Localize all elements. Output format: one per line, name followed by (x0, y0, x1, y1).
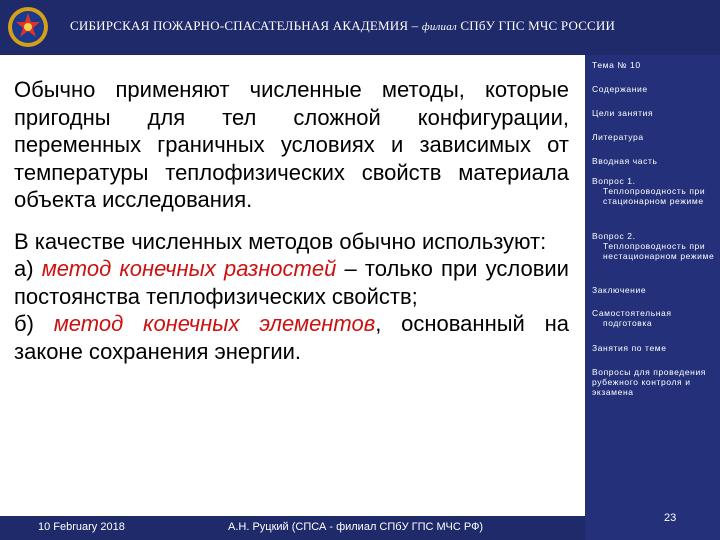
list-item-b: б) метод конечных элементов, основанный на законе сохранения энергии. (14, 311, 569, 364)
footer-author: А.Н. Руцкий (СПСА - филиал СПбУ ГПС МЧС РФ) (228, 521, 484, 533)
footer-date: 10 February 2018 (38, 521, 125, 533)
nav-item-question-2[interactable]: Вопрос 2. Теплопроводность при нестационарном режиме (592, 231, 715, 261)
nav-item-topic[interactable]: Тема № 10 (592, 60, 641, 70)
nav-item-topic-classes[interactable]: Занятия по теме (592, 343, 667, 353)
finite-element-term: метод конечных элементов (53, 311, 376, 336)
list-intro: В качестве численных методов обычно используют: (14, 228, 547, 254)
academy-emblem-icon (6, 4, 50, 50)
paragraph-numerical-methods: Обычно применяют численные методы, которые пригодны для тел сложной конфигурации, переменных граничных условиях и зависимых от температуры теплофизических свойств материала объекта исследования. (14, 77, 569, 212)
nav-item-contents[interactable]: Содержание (592, 84, 648, 94)
sidebar-nav (585, 55, 720, 540)
page-number: 23 (664, 512, 677, 524)
nav-item-question-1[interactable]: Вопрос 1. Теплопроводность при стационарном режиме (592, 176, 706, 206)
nav-item-conclusion[interactable]: Заключение (592, 285, 647, 295)
nav-item-exam-questions[interactable]: Вопросы для проведения рубежного контроля и экзамена (592, 367, 707, 397)
nav-item-intro[interactable]: Вводная часть (592, 156, 658, 166)
slide-body (14, 76, 569, 365)
nav-item-goals[interactable]: Цели занятия (592, 108, 654, 118)
paragraph-methods-list (14, 228, 569, 366)
nav-item-literature[interactable]: Литература (592, 132, 644, 142)
finite-difference-term: метод конечных разностей (41, 256, 337, 281)
nav-item-self-study[interactable]: Самостоятельная подготовка (592, 308, 672, 328)
list-item-a: а) метод конечных разностей – только при условии постоянства теплофизических свойств; (14, 256, 569, 309)
header-bar (0, 0, 720, 55)
header-title: СИБИРСКАЯ ПОЖАРНО-СПАСАТЕЛЬНАЯ АКАДЕМИЯ – филиал СПбУ ГПС МЧС РОССИИ (70, 18, 616, 33)
